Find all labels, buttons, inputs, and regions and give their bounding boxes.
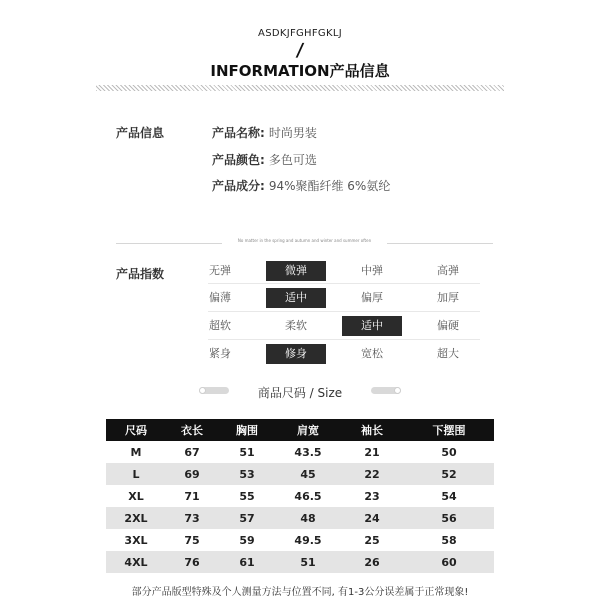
table-cell: 26 — [364, 555, 380, 569]
table-cell: 51 — [300, 555, 316, 569]
table-row — [106, 529, 494, 551]
index-option: 偏硬 — [437, 319, 459, 332]
index-option: 宽松 — [361, 347, 383, 360]
index-option-selected: 微弹 — [266, 261, 326, 281]
table-cell: 75 — [184, 533, 200, 547]
index-option: 超软 — [209, 319, 231, 332]
table-cell: XL — [128, 489, 144, 503]
table-cell: 3XL — [124, 533, 148, 547]
table-cell: 23 — [364, 489, 380, 503]
table-cell: 59 — [239, 533, 255, 547]
divider-caption: No matter in the spring and autumn and winter and summer often — [237, 238, 372, 243]
table-cell: 45 — [300, 467, 316, 481]
table-cell: 51 — [239, 445, 255, 459]
index-option: 超大 — [437, 347, 459, 360]
index-option-selected: 修身 — [266, 344, 326, 364]
table-header-row — [106, 419, 494, 441]
table-cell: 43.5 — [294, 445, 322, 459]
table-cell: 25 — [364, 533, 380, 547]
index-option: 偏厚 — [361, 291, 383, 304]
table-row — [106, 441, 494, 463]
info-value: 94%聚酯纤维 6%氨纶 — [268, 179, 391, 193]
table-cell: 71 — [184, 489, 200, 503]
index-row-separator — [208, 283, 480, 284]
table-cell: 60 — [441, 555, 457, 569]
table-cell: L — [132, 467, 140, 481]
table-cell: 52 — [441, 467, 457, 481]
brand-name: ASDKJFGHFGKLJ — [258, 28, 342, 39]
page-title: INFORMATION产品信息 — [210, 62, 390, 80]
product-index-label: 产品指数 — [116, 267, 165, 281]
table-cell: 76 — [184, 555, 200, 569]
table-cell: 48 — [300, 511, 316, 525]
info-value: 多色可选 — [268, 153, 317, 167]
table-cell: 2XL — [124, 511, 148, 525]
table-cell: 57 — [239, 511, 255, 525]
table-cell: 61 — [239, 555, 255, 569]
index-row-separator — [208, 339, 480, 340]
table-row — [106, 463, 494, 485]
table-cell: 24 — [364, 511, 380, 525]
table-row — [106, 485, 494, 507]
brand-slash: / — [295, 40, 305, 61]
index-option: 无弹 — [209, 264, 231, 277]
index-option: 中弹 — [361, 264, 383, 277]
table-cell: 73 — [184, 511, 200, 525]
info-key: 产品颜色: — [212, 153, 265, 167]
table-cell: 55 — [239, 489, 255, 503]
table-header-cell: 肩宽 — [297, 424, 319, 437]
info-value: 时尚男装 — [268, 126, 317, 140]
product-info-label: 产品信息 — [116, 126, 165, 140]
table-header-cell: 胸围 — [236, 424, 258, 437]
table-cell: 21 — [364, 445, 380, 459]
table-cell: 54 — [441, 489, 457, 503]
table-cell: 49.5 — [294, 533, 322, 547]
size-table — [106, 419, 494, 573]
index-option: 紧身 — [209, 347, 231, 360]
table-cell: M — [130, 445, 142, 459]
index-option-selected: 适中 — [266, 288, 326, 308]
info-key: 产品名称: — [212, 126, 265, 140]
index-option-selected: 适中 — [342, 316, 402, 336]
index-option: 柔软 — [285, 319, 307, 332]
table-header-cell: 尺码 — [125, 424, 147, 437]
table-cell: 46.5 — [294, 489, 322, 503]
table-cell: 53 — [239, 467, 255, 481]
table-cell: 56 — [441, 511, 457, 525]
table-cell: 58 — [441, 533, 457, 547]
table-header-cell: 袖长 — [361, 424, 383, 437]
size-section-title: 商品尺码 / Size — [257, 386, 343, 400]
table-cell: 4XL — [124, 555, 148, 569]
info-key: 产品成分: — [212, 179, 265, 193]
index-option: 高弹 — [437, 264, 459, 277]
table-cell: 50 — [441, 445, 457, 459]
table-row — [106, 551, 494, 573]
table-header-cell: 下摆围 — [432, 424, 466, 437]
index-row-separator — [208, 311, 480, 312]
measurement-note: 部分产品版型特殊及个人测量方法与位置不同, 有1-3公分误差属于正常现象! — [131, 587, 469, 598]
index-option: 偏薄 — [209, 291, 231, 304]
table-cell: 69 — [184, 467, 200, 481]
index-option: 加厚 — [437, 291, 459, 304]
table-row — [106, 507, 494, 529]
table-header-cell: 衣长 — [181, 424, 203, 437]
right-pill-decoration — [371, 387, 401, 394]
table-cell: 67 — [184, 445, 200, 459]
table-cell: 22 — [364, 467, 380, 481]
